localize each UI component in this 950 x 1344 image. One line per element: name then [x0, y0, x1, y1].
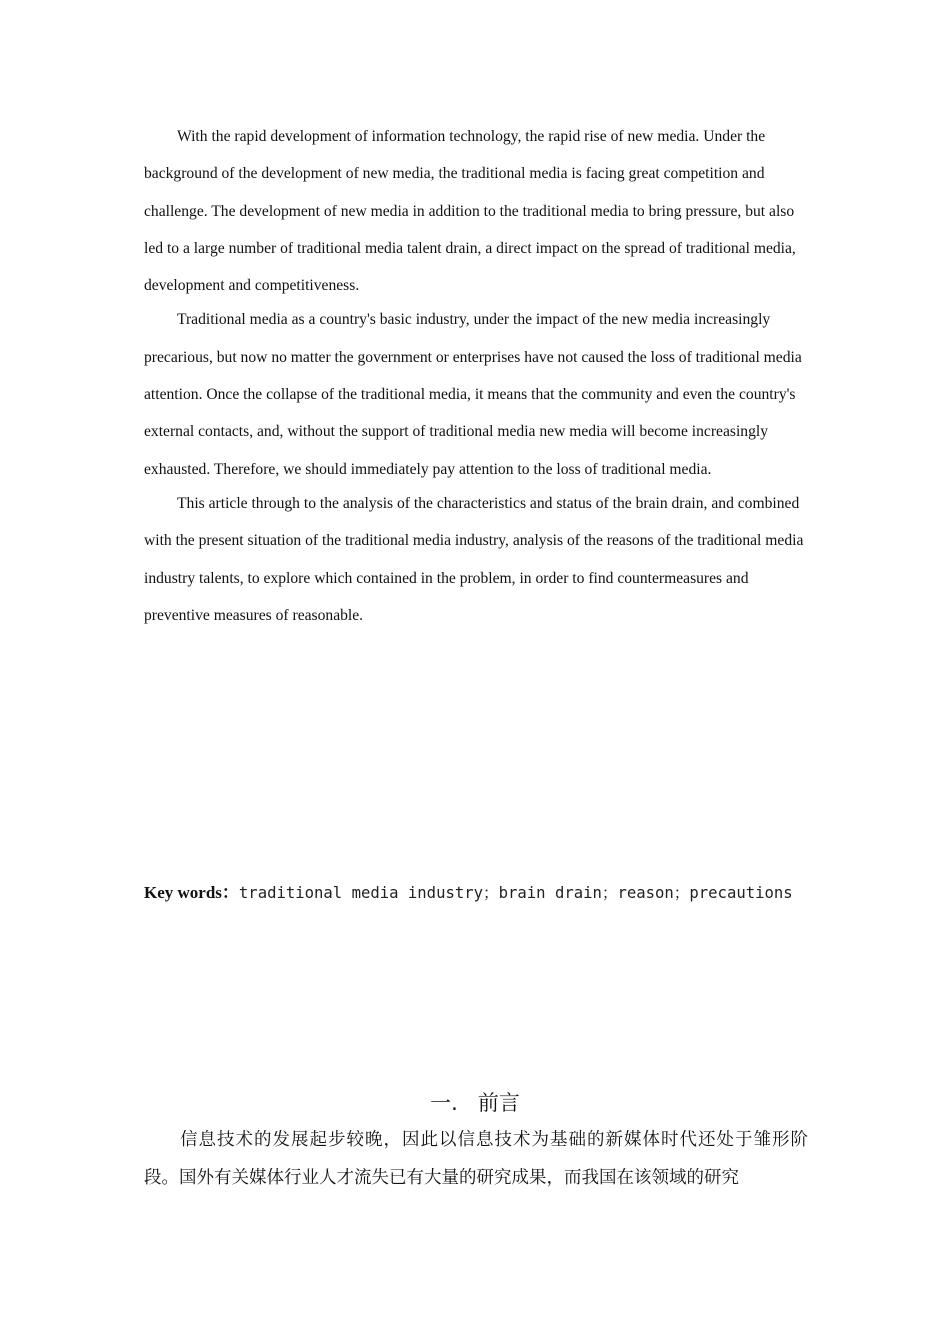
- intro-paragraph: 信息技术的发展起步较晚，因此以信息技术为基础的新媒体时代还处于雏形阶段。国外有关媒体行业人才流失已有大量的研究成果，而我国在该领域的研究: [144, 1130, 808, 1188]
- keywords-value: traditional media industry；brain drain；reason；precautions: [238, 884, 793, 902]
- abstract-body: [144, 118, 808, 631]
- section-number: 一.: [430, 1091, 458, 1115]
- section-title: 前言: [477, 1091, 520, 1115]
- abstract-paragraph-1: With the rapid development of information technology, the rapid rise of new media. Under the background of the development of new media, the traditional media is facing great competition and challenge. The development of new media in addition to the traditional media to bring pressure, but also led to a large number of traditional media talent drain, a direct impact on the spread of traditional media, development and competitiveness.: [144, 128, 796, 295]
- section-heading: [0, 1087, 950, 1117]
- keywords-line: [144, 878, 844, 903]
- abstract-paragraph-2: Traditional media as a country's basic industry, under the impact of the new media increasingly precarious, but now no matter the government or enterprises have not caused the loss of traditional media attention. Once the collapse of the traditional media, it means that the community and even the country's external contacts, and, without the support of traditional media new media will become increasingly exhausted. Therefore, we should immediately pay attention to the loss of traditional media.: [144, 311, 802, 478]
- abstract-paragraph-3: This article through to the analysis of the characteristics and status of the brain drain, and combined with the present situation of the traditional media industry, analysis of the reasons of the traditional media industry talents, to explore which contained in the problem, in order to find countermeasures and preventive measures of reasonable.: [144, 494, 804, 624]
- keywords-label: Key words：: [144, 883, 239, 902]
